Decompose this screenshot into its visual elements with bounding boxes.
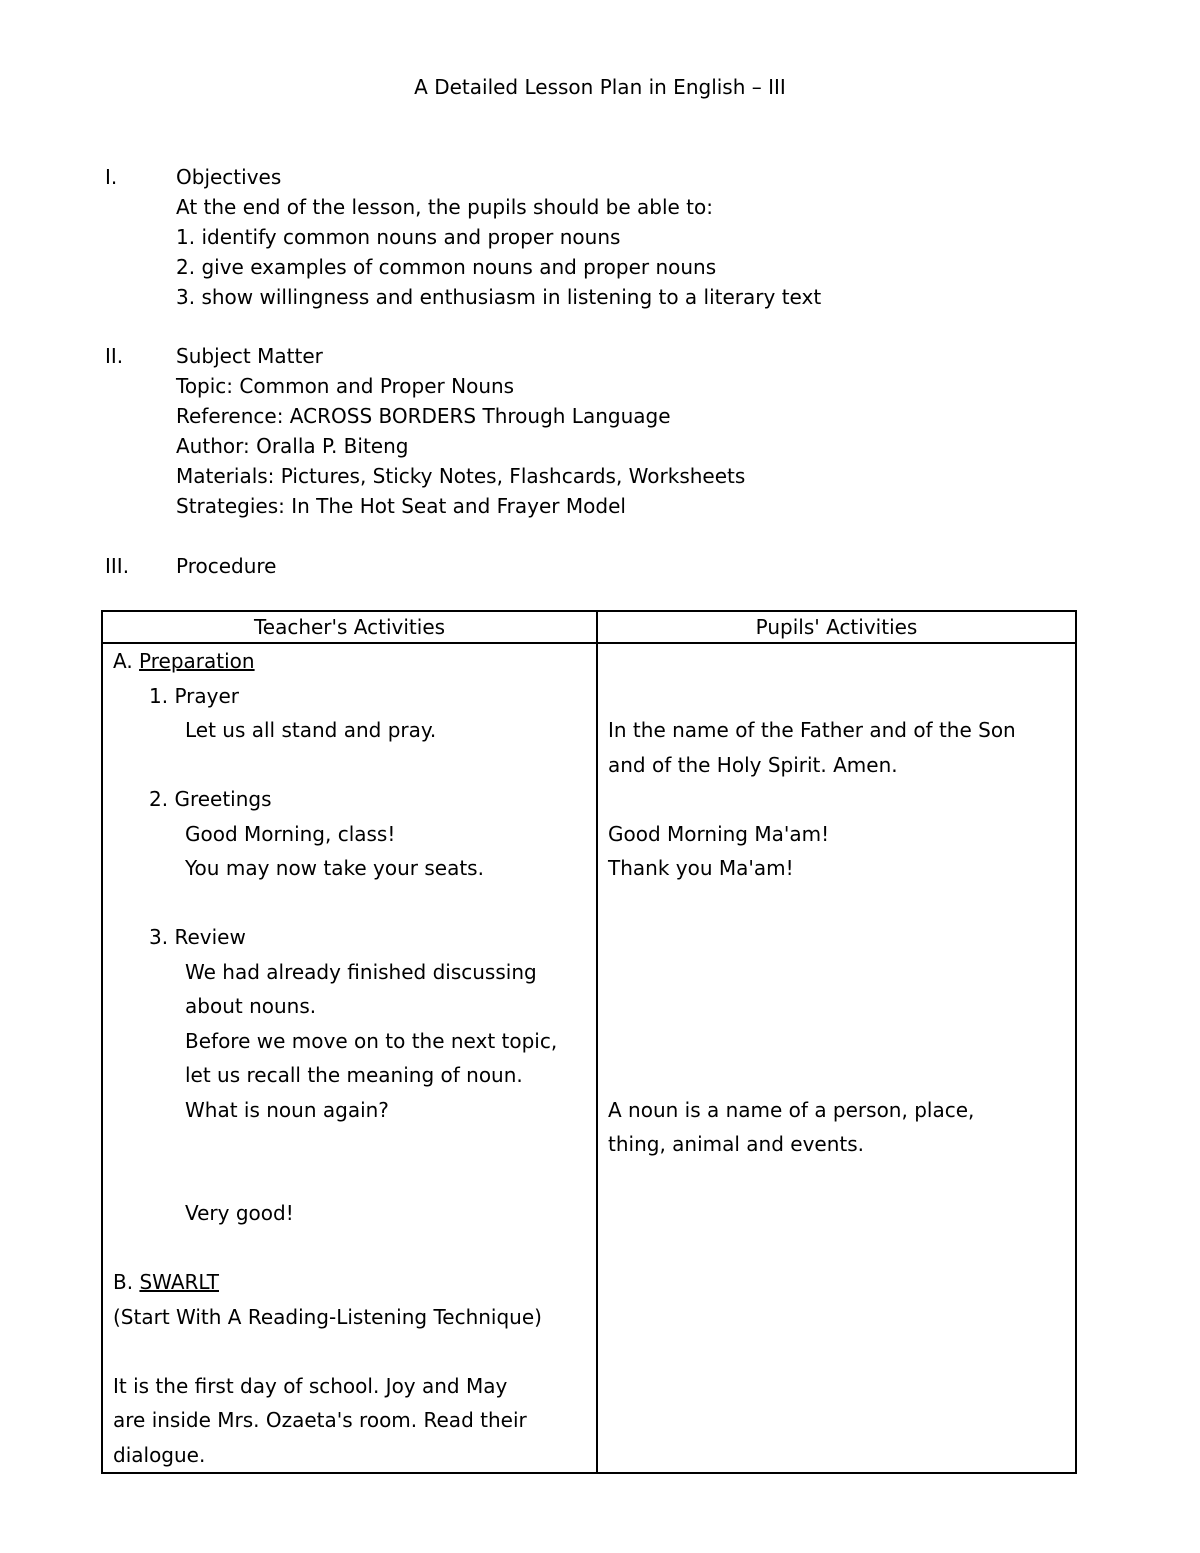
section-number: II. [105, 344, 124, 368]
pupils-activities-header: Pupils' Activities [597, 611, 1076, 643]
greetings-text: Good Morning, class! [185, 821, 396, 846]
swarlt-heading: B. SWARLT [113, 1270, 219, 1294]
pupil-prayer-response: In the name of the Father and of the Son [608, 718, 1016, 742]
procedure-section [105, 551, 1105, 581]
subject-matter-heading: Subject Matter [176, 344, 323, 368]
pupils-activities-cell [597, 643, 1076, 1473]
very-good-text: Very good! [185, 1201, 294, 1225]
procedure-table [101, 610, 1077, 1474]
pupil-noun-answer: thing, animal and events. [608, 1132, 865, 1156]
review-text: Before we move on to the next topic, [185, 1028, 558, 1053]
teacher-activities-header: Teacher's Activities [102, 611, 597, 643]
review-label: 3. Review [149, 925, 246, 949]
story-text: are inside Mrs. Ozaeta's room. Read their [113, 1408, 527, 1432]
table-row [102, 643, 1076, 1473]
pupil-greeting-response: Thank you Ma'am! [608, 856, 794, 880]
objective-item: 2. give examples of common nouns and proper nouns [176, 255, 717, 279]
review-text: We had already finished discussing [185, 959, 537, 984]
greetings-text: You may now take your seats. [185, 856, 484, 880]
strategies-line: Strategies: In The Hot Seat and Frayer Model [176, 494, 626, 518]
author-line: Author: Oralla P. Biteng [176, 434, 409, 458]
topic-line: Topic: Common and Proper Nouns [176, 374, 515, 398]
procedure-heading: Procedure [176, 554, 277, 578]
objective-item: 3. show willingness and enthusiasm in listening to a literary text [176, 285, 822, 309]
materials-line: Materials: Pictures, Sticky Notes, Flashcards, Worksheets [176, 464, 746, 488]
pupil-greeting-response: Good Morning Ma'am! [608, 821, 830, 846]
section-number: III. [105, 554, 130, 578]
story-text: It is the first day of school. Joy and May [113, 1373, 508, 1398]
objectives-intro: At the end of the lesson, the pupils should be able to: [176, 195, 713, 219]
teacher-activities-cell [102, 643, 597, 1473]
review-question: What is noun again? [185, 1097, 389, 1122]
section-number: I. [105, 165, 118, 189]
pupil-noun-answer: A noun is a name of a person, place, [608, 1097, 975, 1122]
preparation-heading: A. Preparation [113, 649, 255, 673]
reference-line: Reference: ACROSS BORDERS Through Language [176, 404, 671, 428]
pupil-prayer-response: and of the Holy Spirit. Amen. [608, 752, 898, 777]
objectives-heading: Objectives [176, 165, 282, 189]
page-title: A Detailed Lesson Plan in English – III [414, 75, 786, 99]
prayer-label: 1. Prayer [149, 683, 239, 708]
greetings-label: 2. Greetings [149, 787, 272, 811]
swarlt-subtitle: (Start With A Reading-Listening Technique) [113, 1304, 542, 1329]
review-text: let us recall the meaning of noun. [185, 1063, 523, 1087]
objectives-section [105, 162, 1105, 312]
subject-matter-section [105, 341, 1105, 521]
prayer-text: Let us all stand and pray. [185, 718, 437, 742]
review-text: about nouns. [185, 994, 317, 1018]
table-header-row [102, 611, 1076, 643]
story-text: dialogue. [113, 1442, 206, 1467]
objective-item: 1. identify common nouns and proper nouns [176, 225, 621, 249]
